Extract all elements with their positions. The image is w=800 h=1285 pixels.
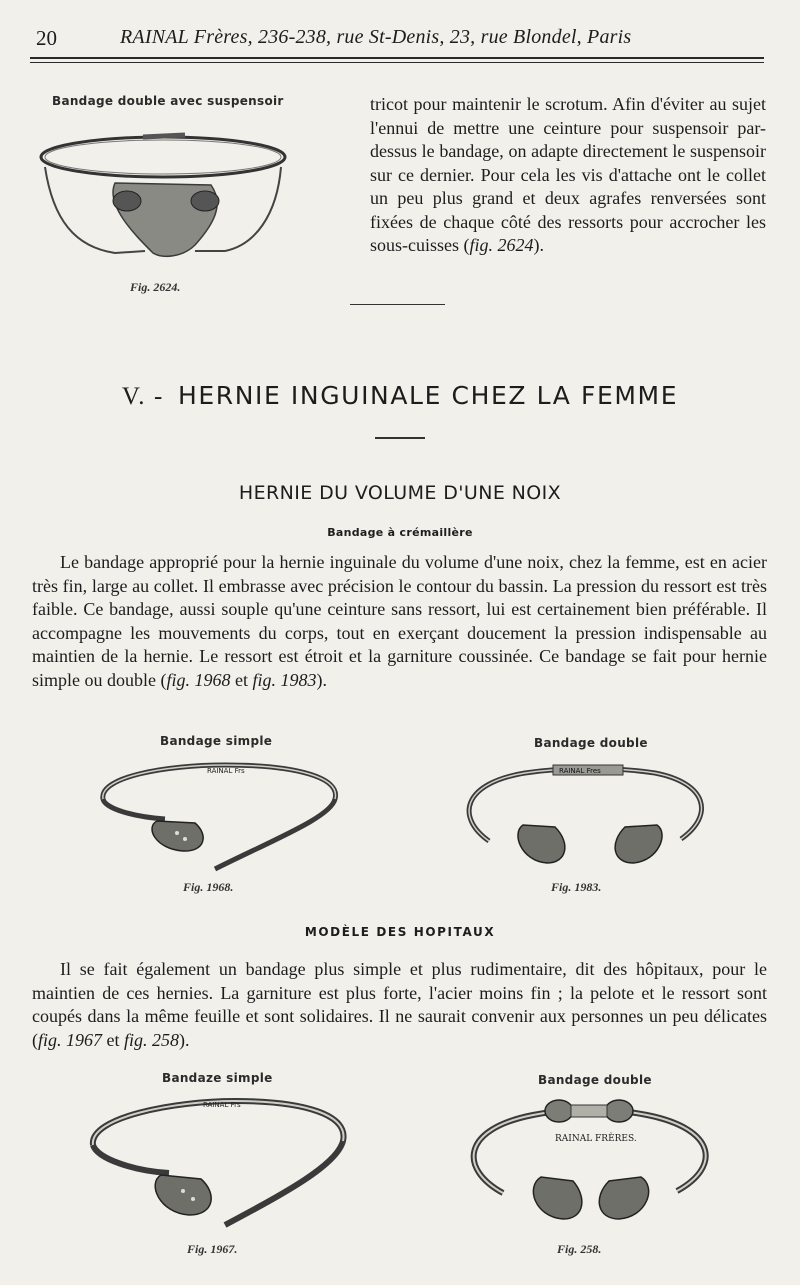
figure-1968-title: Bandage simple <box>160 734 273 748</box>
maker-stamp: RAINAL Frs <box>203 1101 241 1109</box>
paragraph-1 <box>32 551 767 692</box>
simple-bandage-1968-illustration <box>85 757 345 877</box>
simple-bandage-1967-illustration <box>85 1093 355 1233</box>
hospital-model-heading: MODÈLE DES HOPITAUX <box>304 925 496 939</box>
figure-258-caption: Fig. 258. <box>557 1242 602 1256</box>
subsection-subtitle: Bandage à crémaillère <box>327 526 473 539</box>
figure-258-title: Bandage double <box>538 1073 652 1087</box>
paragraph-2-end: ). <box>179 1029 190 1050</box>
figure-2624-caption: Fig. 2624. <box>130 280 181 294</box>
figure-reference: fig. 1968 <box>166 669 231 690</box>
paragraph-2-text: Il se fait également un bandage plus simple et plus rudimentaire, dit des hôpitaux, pour le maintien de ces hernies. La garniture est plus forte, l'acier moins fin ; la pelote et le ressort sont coupés dans la même feuille et sont solidaires. Il ne saurait convenir aux personnes un peu délicates ( <box>32 959 767 1050</box>
double-bandage-1983-illustration <box>455 757 715 877</box>
maker-stamp: RAINAL Fres <box>559 767 601 775</box>
header-rule-thick <box>30 57 764 59</box>
figure-reference: fig. 258 <box>124 1029 180 1050</box>
suspensory-paragraph <box>370 93 766 258</box>
paragraph-2 <box>32 958 767 1052</box>
figure-reference: fig. 1967 <box>38 1029 103 1050</box>
section-title: HERNIE INGUINALE CHEZ LA FEMME <box>177 381 679 410</box>
maker-stamp: RAINAL Frs <box>207 767 245 775</box>
suspensory-text: tricot pour maintenir le scrotum. Afin d'éviter au sujet l'ennui de mettre une ceinture pour suspensoir par-dessus le bandage, on adapte directement le suspensoir sur ce dernier. Pour cela les vis d'attache ont le collet un peu plus grand et deux agrafes renversées sont fixées de chaque côté des ressorts pour accrocher les sous-cuisses ( <box>370 94 766 255</box>
suspensory-bandage-illustration <box>35 125 295 275</box>
figure-1967-caption: Fig. 1967. <box>187 1242 238 1256</box>
page-number: 20 <box>36 26 57 50</box>
subsection-heading: HERNIE DU VOLUME D'UNE NOIX <box>238 482 562 504</box>
figure-reference: fig. 1983 <box>252 669 317 690</box>
section-heading <box>0 381 800 411</box>
figure-1983-title: Bandage double <box>534 736 648 750</box>
paragraph-1-end: ). <box>316 669 328 690</box>
figure-reference: fig. 2624 <box>469 235 534 255</box>
paragraph-2-conjunction: et <box>102 1029 125 1050</box>
section-number: V. - <box>121 383 164 410</box>
section-divider <box>375 437 425 439</box>
figure-1983-caption: Fig. 1983. <box>551 880 602 894</box>
figure-1967-title: Bandaze simple <box>162 1071 273 1085</box>
figure-1968-caption: Fig. 1968. <box>183 880 234 894</box>
suspensory-text-end: ). <box>533 235 545 255</box>
paragraph-1-text: Le bandage approprié pour la hernie inguinale du volume d'une noix, chez la femme, est en acier très fin, large au collet. Il embrasse avec précision le contour du bassin. La pression du ressort est très faible. Ce bandage, aussi souple qu'une ceinture sans ressort, lui est certainement bien préférable. Il accompagne les mouvements du corps, tout en exerçant doucement la pression indispensable au maintien de la hernie. Le ressort est étroit et la garniture coussinée. Ce bandage se fait pour hernie simple ou double ( <box>32 552 767 690</box>
paragraph-1-conjunction: et <box>230 669 253 690</box>
maker-stamp: RAINAL FRÈRES. <box>555 1134 637 1144</box>
running-head: RAINAL Frères, 236-238, rue St-Denis, 23, rue Blondel, Paris <box>120 26 632 48</box>
header-rule-thin <box>30 62 764 63</box>
figure-2624-title: Bandage double avec suspensoir <box>52 94 284 108</box>
divider-rule <box>350 304 445 305</box>
double-bandage-258-illustration <box>455 1093 725 1233</box>
